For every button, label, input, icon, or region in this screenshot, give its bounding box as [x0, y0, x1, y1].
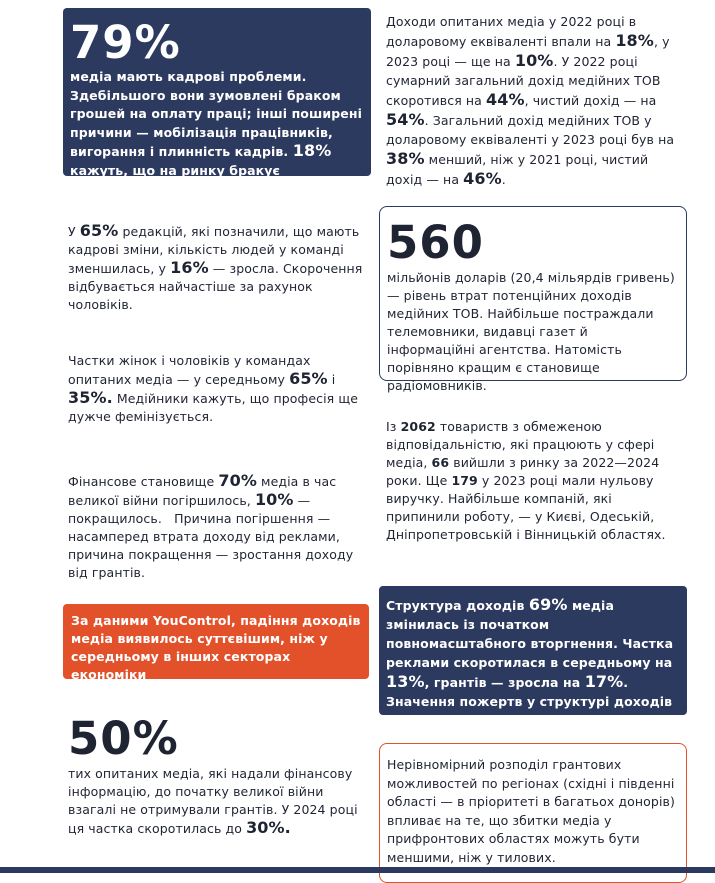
income-paragraph [386, 12, 686, 189]
shares-n1: 65% [289, 369, 328, 388]
fin-n1: 70% [218, 471, 257, 490]
shares-t3: Медійники кажуть, що професія ще дужче фемінізується. [68, 391, 359, 424]
staff-n2: 16% [170, 258, 209, 277]
staff-n1: 65% [79, 221, 119, 240]
stat-card-79 [63, 8, 371, 197]
llc-t1: Із [386, 419, 401, 434]
staff-changes-paragraph [68, 222, 368, 314]
llc-market-paragraph [386, 418, 686, 544]
llc-t2: товариств з обмеженою відповідальністю, які працюють у сфері медіа, [386, 419, 655, 470]
stat-50-number: 50% [68, 712, 179, 765]
income-t2: , у 2023 році — ще на [386, 34, 670, 69]
income-t3: . У 2022 році сумарний загальний дохід медійних ТОВ скоротився на [386, 54, 661, 108]
bottom-divider-bar [0, 867, 715, 873]
staff-changes-text [68, 222, 368, 314]
fin-t3: — покращилось. Причина погіршення — насамперед втрата доходу від реклами, причина покращення — зростання доходу від грантів. [68, 493, 358, 580]
staff-t3: — зросла. Скорочення відбувається найчастіше за рахунок чоловіків. [68, 261, 363, 312]
struct-t3: , грантів — зросла на [424, 675, 585, 690]
shares-t1: Частки жінок і чоловіків у командах опитаних медіа — у середньому [68, 353, 311, 387]
llc-t4: у 2023 році мали нульову виручку. Найбільше компаній, які припинили роботу, — у Києві, Одеській, Дніпропетровській і Вінницькій областях. [386, 473, 666, 542]
gender-shares-paragraph [68, 352, 368, 426]
income-n2: 10% [514, 51, 554, 70]
financial-state-text [68, 472, 368, 582]
income-n6: 46% [463, 169, 502, 188]
income-t7: . [501, 172, 506, 187]
stat-560-number: 560 [387, 216, 484, 269]
stat-79-text-part1: медіа мають кадрові проблеми. Здебільшого вони зумовлені браком грошей на оплату праці; інші поширені причини — мобілізація працівників, вигорання і плинність кадрів. [70, 69, 362, 160]
llc-t3: вийшли з ринку за 2022—2024 роки. Ще [386, 455, 660, 488]
income-t4: , чистий дохід — на [524, 93, 657, 108]
llc-n1: 2062 [400, 419, 436, 434]
stat-560-text: мільйонів доларів (20,4 мільярдів гривень) — рівень втрат потенційних доходів медійних ТОВ. Найбільше постраждали телемовники, видавці газет й інформаційні агентства. Натомість порівняно кращим є становище радіомовників. [387, 270, 675, 393]
grants-n1: 30%. [246, 818, 291, 837]
grants-t1: тих опитаних медіа, які надали фінансову інформацію, до початку великої війни взагалі не отримували грантів. У 2024 році ця частка скоротилась до [68, 766, 358, 836]
income-t6: менший, ніж у 2021 році, чистий дохід — на [386, 152, 649, 187]
stat-79-text [70, 68, 363, 199]
struct-t4: . Значення пожертв у структурі доходів майже не змінилося. [386, 675, 673, 728]
income-n3: 44% [486, 90, 525, 109]
fin-t1: Фінансове становище [68, 474, 219, 489]
struct-n1: 69% [528, 595, 568, 614]
income-n1: 18% [615, 31, 654, 50]
financial-state-paragraph [68, 472, 368, 582]
shares-t2: і [327, 372, 336, 387]
staff-t2: редакцій, які позначили, що мають кадрові зміни, кількість людей у команді зменшилась, у [68, 224, 360, 276]
struct-t2: медіа змінилась із початком повномасштабного вторгнення. Частка реклами скоротилася в середньому на [386, 598, 674, 670]
stat-50-text [68, 765, 368, 838]
income-t5: . Загальний дохід медійних ТОВ у доларовому еквіваленті у 2023 році був на [386, 113, 675, 147]
fin-n2: 10% [254, 490, 294, 509]
income-structure-card [379, 586, 687, 728]
llc-n2: 66 [431, 455, 450, 470]
income-n4: 54% [386, 110, 425, 129]
llc-n3: 179 [451, 473, 478, 488]
struct-t1: Структура доходів [386, 598, 529, 613]
stat-79-highlight-18: 18% [292, 141, 332, 161]
youcontrol-callout-text: За даними YouControl, падіння доходів медіа виявилось суттєвішим, ніж у середньому в інших секторах економіки [71, 613, 361, 682]
stat-79-number: 79% [70, 16, 181, 69]
struct-n2: 13% [386, 672, 425, 691]
income-structure-text [386, 595, 681, 730]
grant-distribution-card [379, 743, 687, 883]
llc-market-text [386, 418, 686, 544]
stat-card-560 [379, 206, 687, 393]
stat-card-50 [68, 713, 368, 838]
income-t1: Доходи опитаних медіа у 2022 році в доларовому еквіваленті впали на [386, 14, 637, 49]
fin-t2: медіа в час великої війни погіршилось, [68, 474, 341, 508]
income-n5: 38% [386, 149, 425, 168]
staff-t1: У [68, 224, 80, 239]
stat-79-text-part2: кажуть, що на ринку бракує кваліфікованих людей. [70, 162, 281, 197]
shares-n2: 35%. [68, 388, 113, 407]
gender-shares-text [68, 352, 368, 426]
youcontrol-callout [63, 604, 369, 682]
grant-distribution-text: Нерівномірний розподіл грантових можливостей по регіонах (східні і південні області — в пріоритеті в багатьох донорів) впливає на те, що збитки медіа у прифронтових областях можуть бути меншими, ніж у тилових. [387, 757, 675, 865]
struct-n3: 17% [584, 672, 624, 691]
income-text [386, 12, 686, 189]
